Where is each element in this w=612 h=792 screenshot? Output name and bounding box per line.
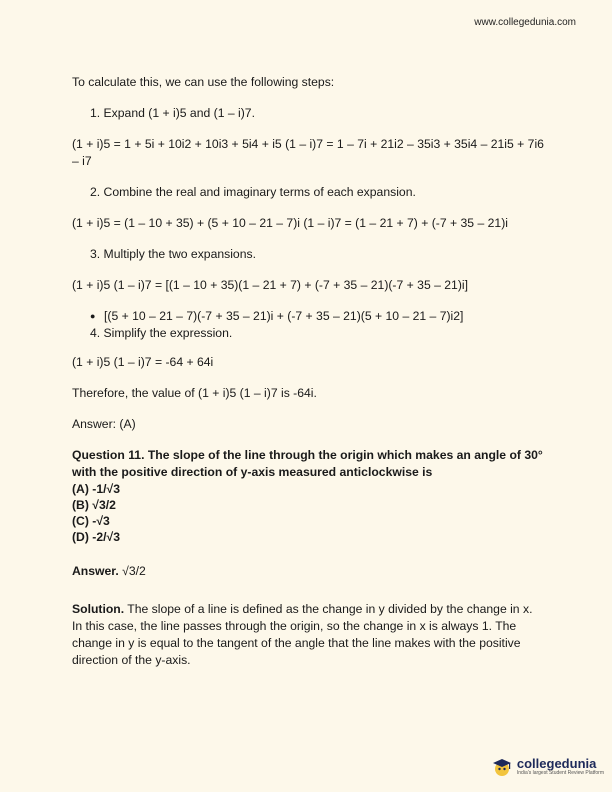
intro-text: To calculate this, we can use the following steps:: [72, 75, 335, 89]
brand-footer: [491, 756, 604, 778]
answer-label: Answer.: [72, 564, 119, 578]
product-text: (1 + i)5 (1 – i)7 = [(1 – 10 + 35)(1 – 21 + 7) + (-7 + 35 – 21)(-7 + 35 – 21)i]: [72, 278, 468, 292]
step-2: 2. Combine the real and imaginary terms of each expansion.: [90, 185, 416, 199]
solution-paragraph: [72, 601, 544, 669]
answer-value: √3/2: [118, 564, 146, 578]
bullet-block: [72, 308, 544, 342]
option-a: (A) -1/√3: [72, 482, 120, 496]
option-b: (B) √3/2: [72, 498, 116, 512]
bullet-icon: ●: [90, 311, 96, 321]
document-content: [72, 74, 544, 669]
combined-text: (1 + i)5 = (1 – 10 + 35) + (5 + 10 – 21 – 7)i (1 – i)7 = (1 – 21 + 7) + (-7 + 35 – 21)i: [72, 216, 508, 230]
step-1: 1. Expand (1 + i)5 and (1 – i)7.: [90, 106, 255, 120]
option-d: (D) -2/√3: [72, 530, 120, 544]
brand-tagline: India's largest Student Review Platform: [516, 770, 604, 776]
expansion-text: (1 + i)5 = 1 + 5i + 10i2 + 10i3 + 5i4 + i5 (1 – i)7 = 1 – 7i + 21i2 – 35i3 + 35i4 – 21i5 + 7i6 – i7: [72, 137, 544, 168]
brand-name: collegedunia: [516, 756, 597, 771]
bullet-text: [(5 + 10 – 21 – 7)(-7 + 35 – 21)i + (-7 + 35 – 21)(5 + 10 – 21 – 7)i2]: [104, 309, 464, 323]
option-c: (C) -√3: [72, 514, 110, 528]
site-url: www.collegedunia.com: [474, 17, 576, 28]
question-options: [72, 481, 544, 545]
step-4: 4. Simplify the expression.: [90, 326, 233, 340]
brand-text: [517, 757, 604, 777]
previous-answer: Answer: (A): [72, 417, 136, 431]
graduation-cap-icon: [491, 756, 513, 778]
solution-text: The slope of a line is defined as the change in y divided by the change in x. In this case, the line passes through the origin, so the change in x is always 1. The change in y is equal to the tangent of the angle that the line makes with the positive direction of the y-axis.: [72, 602, 533, 667]
result-text: (1 + i)5 (1 – i)7 = -64 + 64i: [72, 355, 214, 369]
solution-label: Solution.: [72, 602, 125, 616]
step-3: 3. Multiply the two expansions.: [90, 247, 256, 261]
therefore-text: Therefore, the value of (1 + i)5 (1 – i)7 is -64i.: [72, 386, 317, 400]
answer-line: [72, 563, 544, 580]
question-11: Question 11. The slope of the line through the origin which makes an angle of 30° with the positive direction of y-axis measured anticlockwise is: [72, 448, 543, 479]
bullet-item: [90, 308, 544, 325]
